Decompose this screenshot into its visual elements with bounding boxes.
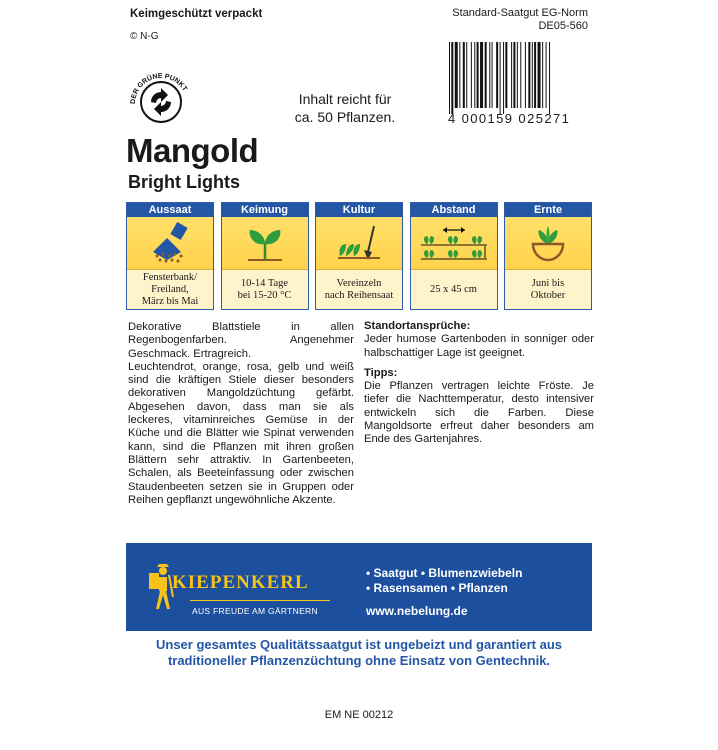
product-code: DE05-560 [538,20,588,32]
info-label: Ernte [505,203,591,217]
barcode-bar [503,42,504,114]
content-note [270,90,420,126]
barcode-bar [532,42,533,108]
info-text: Juni bis Oktober [505,269,591,309]
barcode-bar [477,42,479,108]
barcode-bar [513,42,515,108]
barcode-bar [500,42,501,114]
barcode-bar [534,42,536,108]
seed-packet-icon [145,222,195,264]
info-box-abstand [410,202,498,310]
barcode-bar [480,42,483,108]
copyright: © N-G [130,31,159,42]
gruener-punkt-logo [123,62,199,138]
barcode-bar [525,42,526,108]
info-box-keimung [221,202,309,310]
barcode-bar [466,42,467,108]
info-box-aussaat [126,202,214,310]
description-paragraph-1: Dekorative Blattstiele in allen Regenbogenfarben. Angenehmer Geschmack. Ertragreich. [128,321,354,360]
logo-arc-text: DER GRÜNE PUNKT [129,72,189,105]
barcode-bar [459,42,460,108]
brand-divider [190,600,330,601]
info-box-kultur [315,202,403,310]
location-text: Jeder humose Gartenboden in sonniger oder halbschattiger Lage ist geeignet. [364,333,594,359]
info-box-ernte [504,202,592,310]
barcode-bar [492,42,493,108]
brand-name: KIEPENKERL [172,572,309,593]
seedling-icon [240,222,290,264]
info-label: Keimung [222,203,308,217]
barcode-bar [517,42,518,108]
quality-note-line-1: Unser gesamtes Qualitätssaatgut ist ungebeizt und garantiert aus [156,637,562,652]
barcode-bar [549,42,550,114]
barcode-bar [505,42,507,108]
barcode-bar [538,42,541,108]
barcode-bar [451,42,453,114]
barcode-bar [496,42,498,108]
info-label: Abstand [411,203,497,217]
description-paragraph-2: Leuchtendrot, orange, rosa, gelb und weiß sind die kräftigen Stiele dieser besonders dekorativen Mangoldzüchtung gefärbt. Abgesehen davon, dass man sie als leckeres, vitaminreiches Gemüse in der Küche und die Blätter wie Spinat verwenden kann, sind die Pflanzen mit ihren großen Blättern sehr attraktiv. In Gartenbeeten, Schalen, als Beeteinfassung oder zwischen Staudenbeeten setzen sie in Gruppen oder Reihen gepflanzt ungewöhnliche Akzente. [128,360,354,506]
product-range-line-2: • Rasensamen • Pflanzen [366,581,508,595]
barcode-bar [520,42,521,108]
location-heading: Standortansprüche: [364,320,471,332]
barcode-bar [528,42,530,108]
plants-shovel-icon [334,222,384,264]
info-text: Fensterbank/ Freiland, März bis Mai [127,269,213,309]
kiepenkerl-figure-icon [145,563,175,613]
harvest-bowl-icon [523,222,573,264]
product-title: Mangold [126,132,259,169]
quality-note-line-2: traditioneller Pflanzenzüchtung ohne Einsatz von Gentechnik. [167,653,551,668]
standard-info [452,7,588,33]
barcode [448,42,586,116]
svg-text:DER GRÜNE PUNKT [130,73,189,104]
standard-label: Standard-Saatgut EG-Norm [452,7,588,19]
info-text: 25 x 45 cm [411,269,497,309]
quality-note [126,637,592,669]
brand-slogan: AUS FREUDE AM GÄRTNERN [192,606,318,616]
info-text: 10-14 Tage bei 15-20 °C [222,269,308,309]
website-link[interactable]: www.nebelung.de [366,604,468,618]
content-line-2: ca. 50 Pflanzen. [294,109,396,125]
barcode-bar [463,42,465,108]
info-label: Aussaat [127,203,213,217]
protected-packaging-label: Keimgeschützt verpackt [130,8,263,20]
footer-code: EM NE 00212 [324,709,394,721]
cultivation-info-row [126,202,592,310]
growing-notes [364,320,594,447]
barcode-bar [449,42,450,114]
barcode-bar [489,42,490,108]
content-line-1: Inhalt reicht für [298,91,392,107]
barcode-bar [471,42,472,108]
product-subtitle: Bright Lights [128,172,240,192]
product-range-line-1: • Saatgut • Blumenzwiebeln [366,566,523,580]
info-label: Kultur [316,203,402,217]
barcode-bar [474,42,475,108]
barcode-bar [511,42,512,108]
spacing-arrows-icon [419,222,489,264]
barcode-bar [542,42,543,108]
barcode-bar [455,42,458,108]
barcode-bar [485,42,487,108]
product-description [128,321,354,507]
info-text: Vereinzeln nach Reihensaat [316,269,402,309]
tips-text: Die Pflanzen vertragen leichte Fröste. Je tiefer die Nachttemperatur, desto intensiver entwickeln sich die Farben. Diese Mangoldsorte erfreut daher besonders am Ende des Gartenjahres. [364,380,594,446]
product-range [366,566,522,596]
barcode-number: 4 000159 025271 [448,111,571,126]
tips-heading: Tipps: [364,366,398,379]
barcode-bar [546,42,547,108]
